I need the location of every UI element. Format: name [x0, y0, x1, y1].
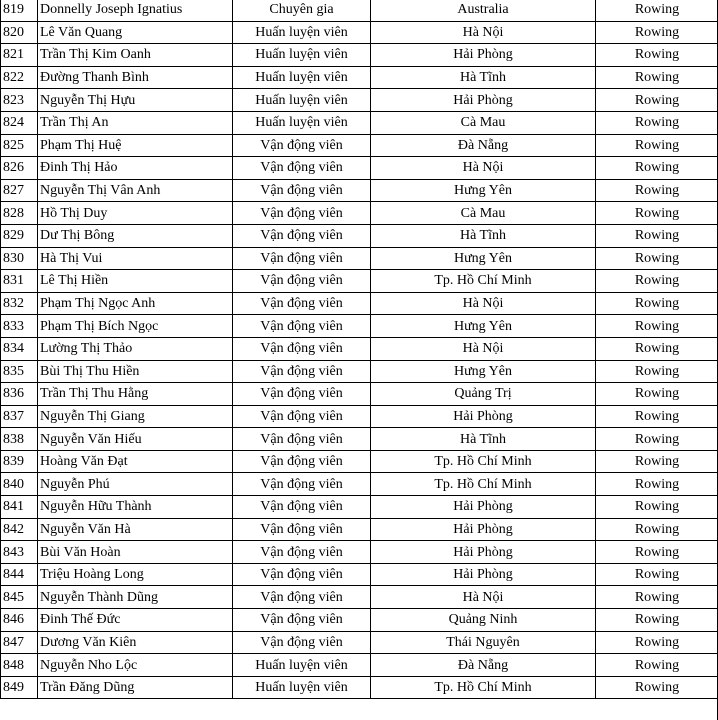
table-row: [1, 337, 718, 360]
cell-sport: Rowing: [596, 202, 718, 225]
table-row: [1, 360, 718, 383]
table-row: [1, 676, 718, 699]
cell-role: Vận động viên: [233, 360, 371, 383]
cell-role: Vận động viên: [233, 496, 371, 519]
cell-province: Tp. Hồ Chí Minh: [371, 270, 596, 293]
cell-sport: Rowing: [596, 247, 718, 270]
cell-stt: 849: [1, 676, 38, 699]
cell-name: Lường Thị Thảo: [38, 337, 233, 360]
table-row: [1, 383, 718, 406]
cell-stt: 837: [1, 405, 38, 428]
cell-sport: Rowing: [596, 157, 718, 180]
cell-role: Vận động viên: [233, 134, 371, 157]
cell-stt: 826: [1, 157, 38, 180]
cell-province: Hải Phòng: [371, 518, 596, 541]
cell-role: Huấn luyện viên: [233, 66, 371, 89]
table-row: [1, 111, 718, 134]
table-row: [1, 428, 718, 451]
table-row: [1, 518, 718, 541]
cell-stt: 832: [1, 292, 38, 315]
cell-stt: 845: [1, 586, 38, 609]
cell-role: Vận động viên: [233, 292, 371, 315]
cell-role: Vận động viên: [233, 202, 371, 225]
cell-sport: Rowing: [596, 383, 718, 406]
cell-name: Trần Đăng Dũng: [38, 676, 233, 699]
cell-name: Hà Thị Vui: [38, 247, 233, 270]
cell-stt: 846: [1, 609, 38, 632]
cell-role: Vận động viên: [233, 247, 371, 270]
cell-role: Huấn luyện viên: [233, 111, 371, 134]
table-row: [1, 541, 718, 564]
cell-name: Phạm Thị Bích Ngọc: [38, 315, 233, 338]
cell-sport: Rowing: [596, 360, 718, 383]
cell-role: Vận động viên: [233, 428, 371, 451]
cell-province: Quảng Ninh: [371, 609, 596, 632]
cell-role: Vận động viên: [233, 157, 371, 180]
cell-name: Nguyễn Thành Dũng: [38, 586, 233, 609]
cell-province: Hải Phòng: [371, 89, 596, 112]
table-row: [1, 0, 718, 21]
cell-name: Phạm Thị Huệ: [38, 134, 233, 157]
table-row: [1, 202, 718, 225]
table-row: [1, 315, 718, 338]
table-row: [1, 292, 718, 315]
table-row: [1, 496, 718, 519]
cell-stt: 831: [1, 270, 38, 293]
cell-province: Đà Nẵng: [371, 654, 596, 677]
cell-province: Hưng Yên: [371, 179, 596, 202]
cell-sport: Rowing: [596, 518, 718, 541]
cell-sport: Rowing: [596, 654, 718, 677]
cell-sport: Rowing: [596, 224, 718, 247]
cell-stt: 825: [1, 134, 38, 157]
table-row: [1, 270, 718, 293]
cell-name: Hồ Thị Duy: [38, 202, 233, 225]
cell-sport: Rowing: [596, 496, 718, 519]
cell-stt: 836: [1, 383, 38, 406]
cell-sport: Rowing: [596, 586, 718, 609]
table-row: [1, 405, 718, 428]
cell-role: Vận động viên: [233, 224, 371, 247]
cell-name: Nguyễn Phú: [38, 473, 233, 496]
cell-province: Đà Nẵng: [371, 134, 596, 157]
cell-role: Vận động viên: [233, 337, 371, 360]
table-row: [1, 631, 718, 654]
cell-province: Hải Phòng: [371, 44, 596, 67]
cell-name: Nguyễn Văn Hiếu: [38, 428, 233, 451]
cell-name: Phạm Thị Ngọc Anh: [38, 292, 233, 315]
cell-sport: Rowing: [596, 631, 718, 654]
cell-name: Trần Thị Thu Hằng: [38, 383, 233, 406]
cell-name: Nguyễn Thị Vân Anh: [38, 179, 233, 202]
cell-role: Vận động viên: [233, 563, 371, 586]
cell-sport: Rowing: [596, 270, 718, 293]
cell-role: Huấn luyện viên: [233, 44, 371, 67]
cell-stt: 842: [1, 518, 38, 541]
cell-stt: 834: [1, 337, 38, 360]
cell-name: Dư Thị Bông: [38, 224, 233, 247]
cell-sport: Rowing: [596, 609, 718, 632]
cell-province: Hưng Yên: [371, 315, 596, 338]
cell-role: Vận động viên: [233, 609, 371, 632]
cell-role: Vận động viên: [233, 405, 371, 428]
cell-province: Hà Tĩnh: [371, 66, 596, 89]
table-row: [1, 21, 718, 44]
table-row: [1, 563, 718, 586]
cell-role: Vận động viên: [233, 315, 371, 338]
cell-sport: Rowing: [596, 315, 718, 338]
cell-stt: 828: [1, 202, 38, 225]
cell-stt: 819: [1, 0, 38, 21]
table-row: [1, 44, 718, 67]
cell-province: Quảng Trị: [371, 383, 596, 406]
cell-name: Bùi Văn Hoàn: [38, 541, 233, 564]
cell-stt: 829: [1, 224, 38, 247]
cell-stt: 827: [1, 179, 38, 202]
cell-sport: Rowing: [596, 676, 718, 699]
cell-name: Đinh Thế Đức: [38, 609, 233, 632]
cell-province: Hà Nội: [371, 586, 596, 609]
cell-name: Lê Thị Hiền: [38, 270, 233, 293]
cell-province: Tp. Hồ Chí Minh: [371, 450, 596, 473]
cell-role: Huấn luyện viên: [233, 654, 371, 677]
table-row: [1, 66, 718, 89]
cell-name: Đinh Thị Hảo: [38, 157, 233, 180]
cell-sport: Rowing: [596, 541, 718, 564]
cell-name: Bùi Thị Thu Hiền: [38, 360, 233, 383]
cell-province: Hải Phòng: [371, 541, 596, 564]
cell-sport: Rowing: [596, 134, 718, 157]
table-row: [1, 89, 718, 112]
cell-sport: Rowing: [596, 21, 718, 44]
table-row: [1, 157, 718, 180]
cell-sport: Rowing: [596, 450, 718, 473]
cell-role: Chuyên gia: [233, 0, 371, 21]
cell-sport: Rowing: [596, 66, 718, 89]
cell-sport: Rowing: [596, 111, 718, 134]
cell-name: Nguyễn Thị Giang: [38, 405, 233, 428]
cell-province: Australia: [371, 0, 596, 21]
cell-province: Hà Nội: [371, 21, 596, 44]
cell-stt: 848: [1, 654, 38, 677]
cell-name: Donnelly Joseph Ignatius: [38, 0, 233, 21]
cell-role: Vận động viên: [233, 518, 371, 541]
cell-province: Hà Tĩnh: [371, 224, 596, 247]
cell-role: Vận động viên: [233, 586, 371, 609]
cell-name: Nguyễn Thị Hựu: [38, 89, 233, 112]
cell-stt: 840: [1, 473, 38, 496]
cell-name: Triệu Hoàng Long: [38, 563, 233, 586]
cell-role: Vận động viên: [233, 270, 371, 293]
cell-province: Hải Phòng: [371, 405, 596, 428]
cell-sport: Rowing: [596, 428, 718, 451]
cell-name: Dương Văn Kiên: [38, 631, 233, 654]
cell-stt: 830: [1, 247, 38, 270]
cell-stt: 823: [1, 89, 38, 112]
cell-province: Hà Nội: [371, 157, 596, 180]
cell-role: Vận động viên: [233, 631, 371, 654]
cell-sport: Rowing: [596, 44, 718, 67]
cell-stt: 839: [1, 450, 38, 473]
cell-name: Nguyễn Văn Hà: [38, 518, 233, 541]
table-row: [1, 586, 718, 609]
table-row: [1, 473, 718, 496]
cell-sport: Rowing: [596, 89, 718, 112]
cell-stt: 835: [1, 360, 38, 383]
cell-stt: 838: [1, 428, 38, 451]
cell-name: Trần Thị An: [38, 111, 233, 134]
cell-stt: 821: [1, 44, 38, 67]
cell-stt: 824: [1, 111, 38, 134]
table-row: [1, 450, 718, 473]
cell-province: Cà Mau: [371, 202, 596, 225]
cell-name: Trần Thị Kim Oanh: [38, 44, 233, 67]
cell-province: Tp. Hồ Chí Minh: [371, 473, 596, 496]
cell-sport: Rowing: [596, 179, 718, 202]
cell-sport: Rowing: [596, 405, 718, 428]
cell-name: Đường Thanh Bình: [38, 66, 233, 89]
cell-stt: 847: [1, 631, 38, 654]
cell-province: Thái Nguyên: [371, 631, 596, 654]
table-row: [1, 224, 718, 247]
cell-stt: 820: [1, 21, 38, 44]
table-row: [1, 609, 718, 632]
cell-role: Vận động viên: [233, 541, 371, 564]
table-row: [1, 247, 718, 270]
cell-role: Vận động viên: [233, 450, 371, 473]
cell-stt: 833: [1, 315, 38, 338]
roster-body: [1, 0, 718, 699]
cell-sport: Rowing: [596, 0, 718, 21]
cell-role: Vận động viên: [233, 383, 371, 406]
cell-sport: Rowing: [596, 337, 718, 360]
cell-role: Vận động viên: [233, 179, 371, 202]
cell-role: Vận động viên: [233, 473, 371, 496]
cell-stt: 822: [1, 66, 38, 89]
cell-role: Huấn luyện viên: [233, 676, 371, 699]
cell-role: Huấn luyện viên: [233, 21, 371, 44]
cell-province: Hà Nội: [371, 337, 596, 360]
cell-sport: Rowing: [596, 563, 718, 586]
cell-province: Hải Phòng: [371, 563, 596, 586]
cell-province: Hưng Yên: [371, 247, 596, 270]
cell-name: Hoàng Văn Đạt: [38, 450, 233, 473]
cell-role: Huấn luyện viên: [233, 89, 371, 112]
cell-sport: Rowing: [596, 292, 718, 315]
cell-name: Lê Văn Quang: [38, 21, 233, 44]
cell-province: Hưng Yên: [371, 360, 596, 383]
table-row: [1, 179, 718, 202]
table-row: [1, 134, 718, 157]
cell-province: Hải Phòng: [371, 496, 596, 519]
table-row: [1, 654, 718, 677]
cell-province: Hà Nội: [371, 292, 596, 315]
cell-province: Tp. Hồ Chí Minh: [371, 676, 596, 699]
cell-province: Cà Mau: [371, 111, 596, 134]
cell-stt: 844: [1, 563, 38, 586]
cell-stt: 843: [1, 541, 38, 564]
cell-sport: Rowing: [596, 473, 718, 496]
cell-stt: 841: [1, 496, 38, 519]
cell-name: Nguyễn Hữu Thành: [38, 496, 233, 519]
cell-name: Nguyễn Nho Lộc: [38, 654, 233, 677]
cell-province: Hà Tĩnh: [371, 428, 596, 451]
